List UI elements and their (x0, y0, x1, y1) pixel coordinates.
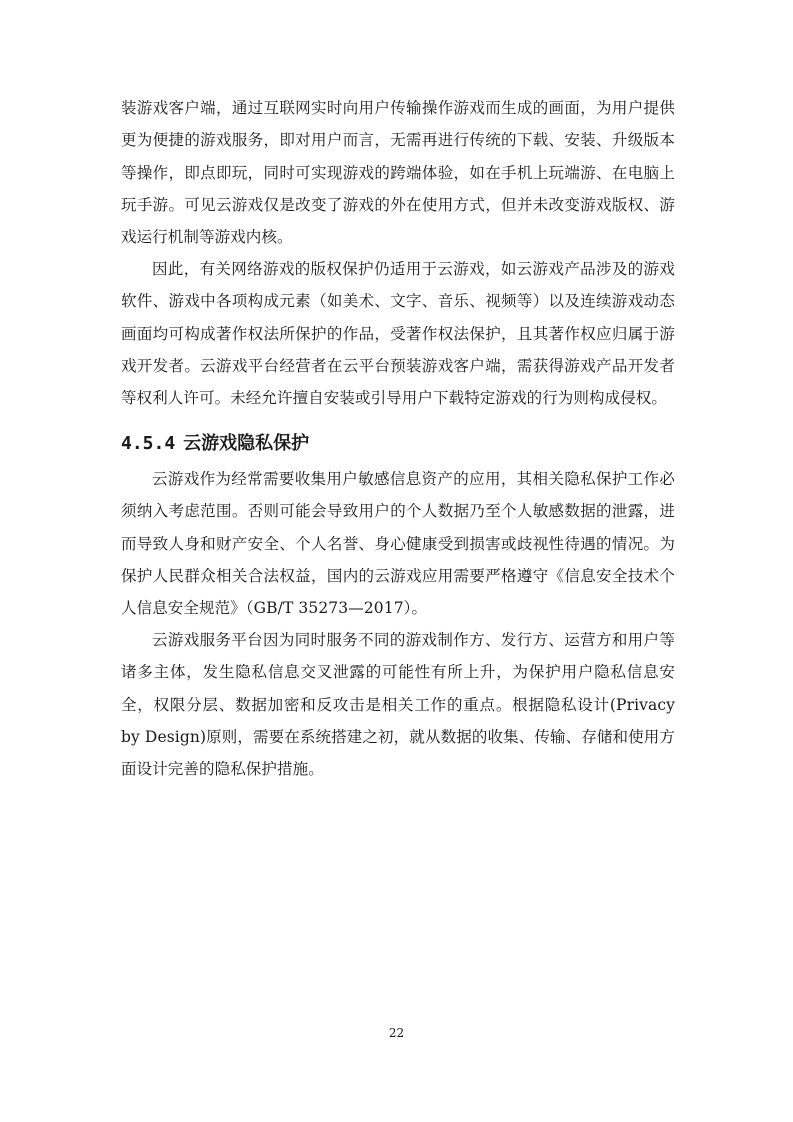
paragraph-copyright-protection: 因此，有关网络游戏的版权保护仍适用于云游戏，如云游戏产品涉及的游戏软件、游戏中各项构成元素（如美术、文字、音乐、视频等）以及连续游戏动态画面均可构成著作权法所保护的作品，受著作权法保护，且其著作权应归属于游戏开发者。云游戏平台经营者在云平台预装游戏客户端，需获得游戏产品开发者等权利人许可。未经允许擅自安装或引导用户下载特定游戏的行为则构成侵权。 (121, 260, 675, 408)
page-number: 22 (388, 1026, 405, 1040)
section-number: 4.5.4 (121, 433, 176, 454)
paragraph-privacy-requirement: 云游戏作为经常需要收集用户敏感信息资产的应用，其相关隐私保护工作必须纳入考虑范围。否则可能会导致用户的个人数据乃至个人敏感数据的泄露，进而导致人身和财产安全、个人名誉、身心健康受到损害或歧视性待遇的情况。为保护人民群众相关合法权益，国内的云游戏应用需要严格遵守《信息安全技术个人信息安全规范》（GB/T 35273—2017）。 (121, 470, 675, 618)
paragraph-continuation: 装游戏客户端，通过互联网实时向用户传输操作游戏而生成的画面，为用户提供更为便捷的游戏服务，即对用户而言，无需再进行传统的下载、安装、升级版本等操作，即点即玩，同时可实现游戏的跨端体验，如在手机上玩端游、在电脑上玩手游。可见云游戏仅是改变了游戏的外在使用方式，但并未改变游戏版权、游戏运行机制等游戏内核。 (121, 99, 675, 247)
section-title: 云游戏隐私保护 (183, 433, 310, 454)
section-heading (121, 429, 309, 459)
paragraph-privacy-by-design: 云游戏服务平台因为同时服务不同的游戏制作方、发行方、运营方和用户等诸多主体，发生隐私信息交叉泄露的可能性有所上升，为保护用户隐私信息安全，权限分层、数据加密和反攻击是相关工作的重点。根据隐私设计(Privacy by Design)原则，需要在系统搭建之初，就从数据的收集、传输、存储和使用方面设计完善的隐私保护措施。 (121, 631, 675, 779)
